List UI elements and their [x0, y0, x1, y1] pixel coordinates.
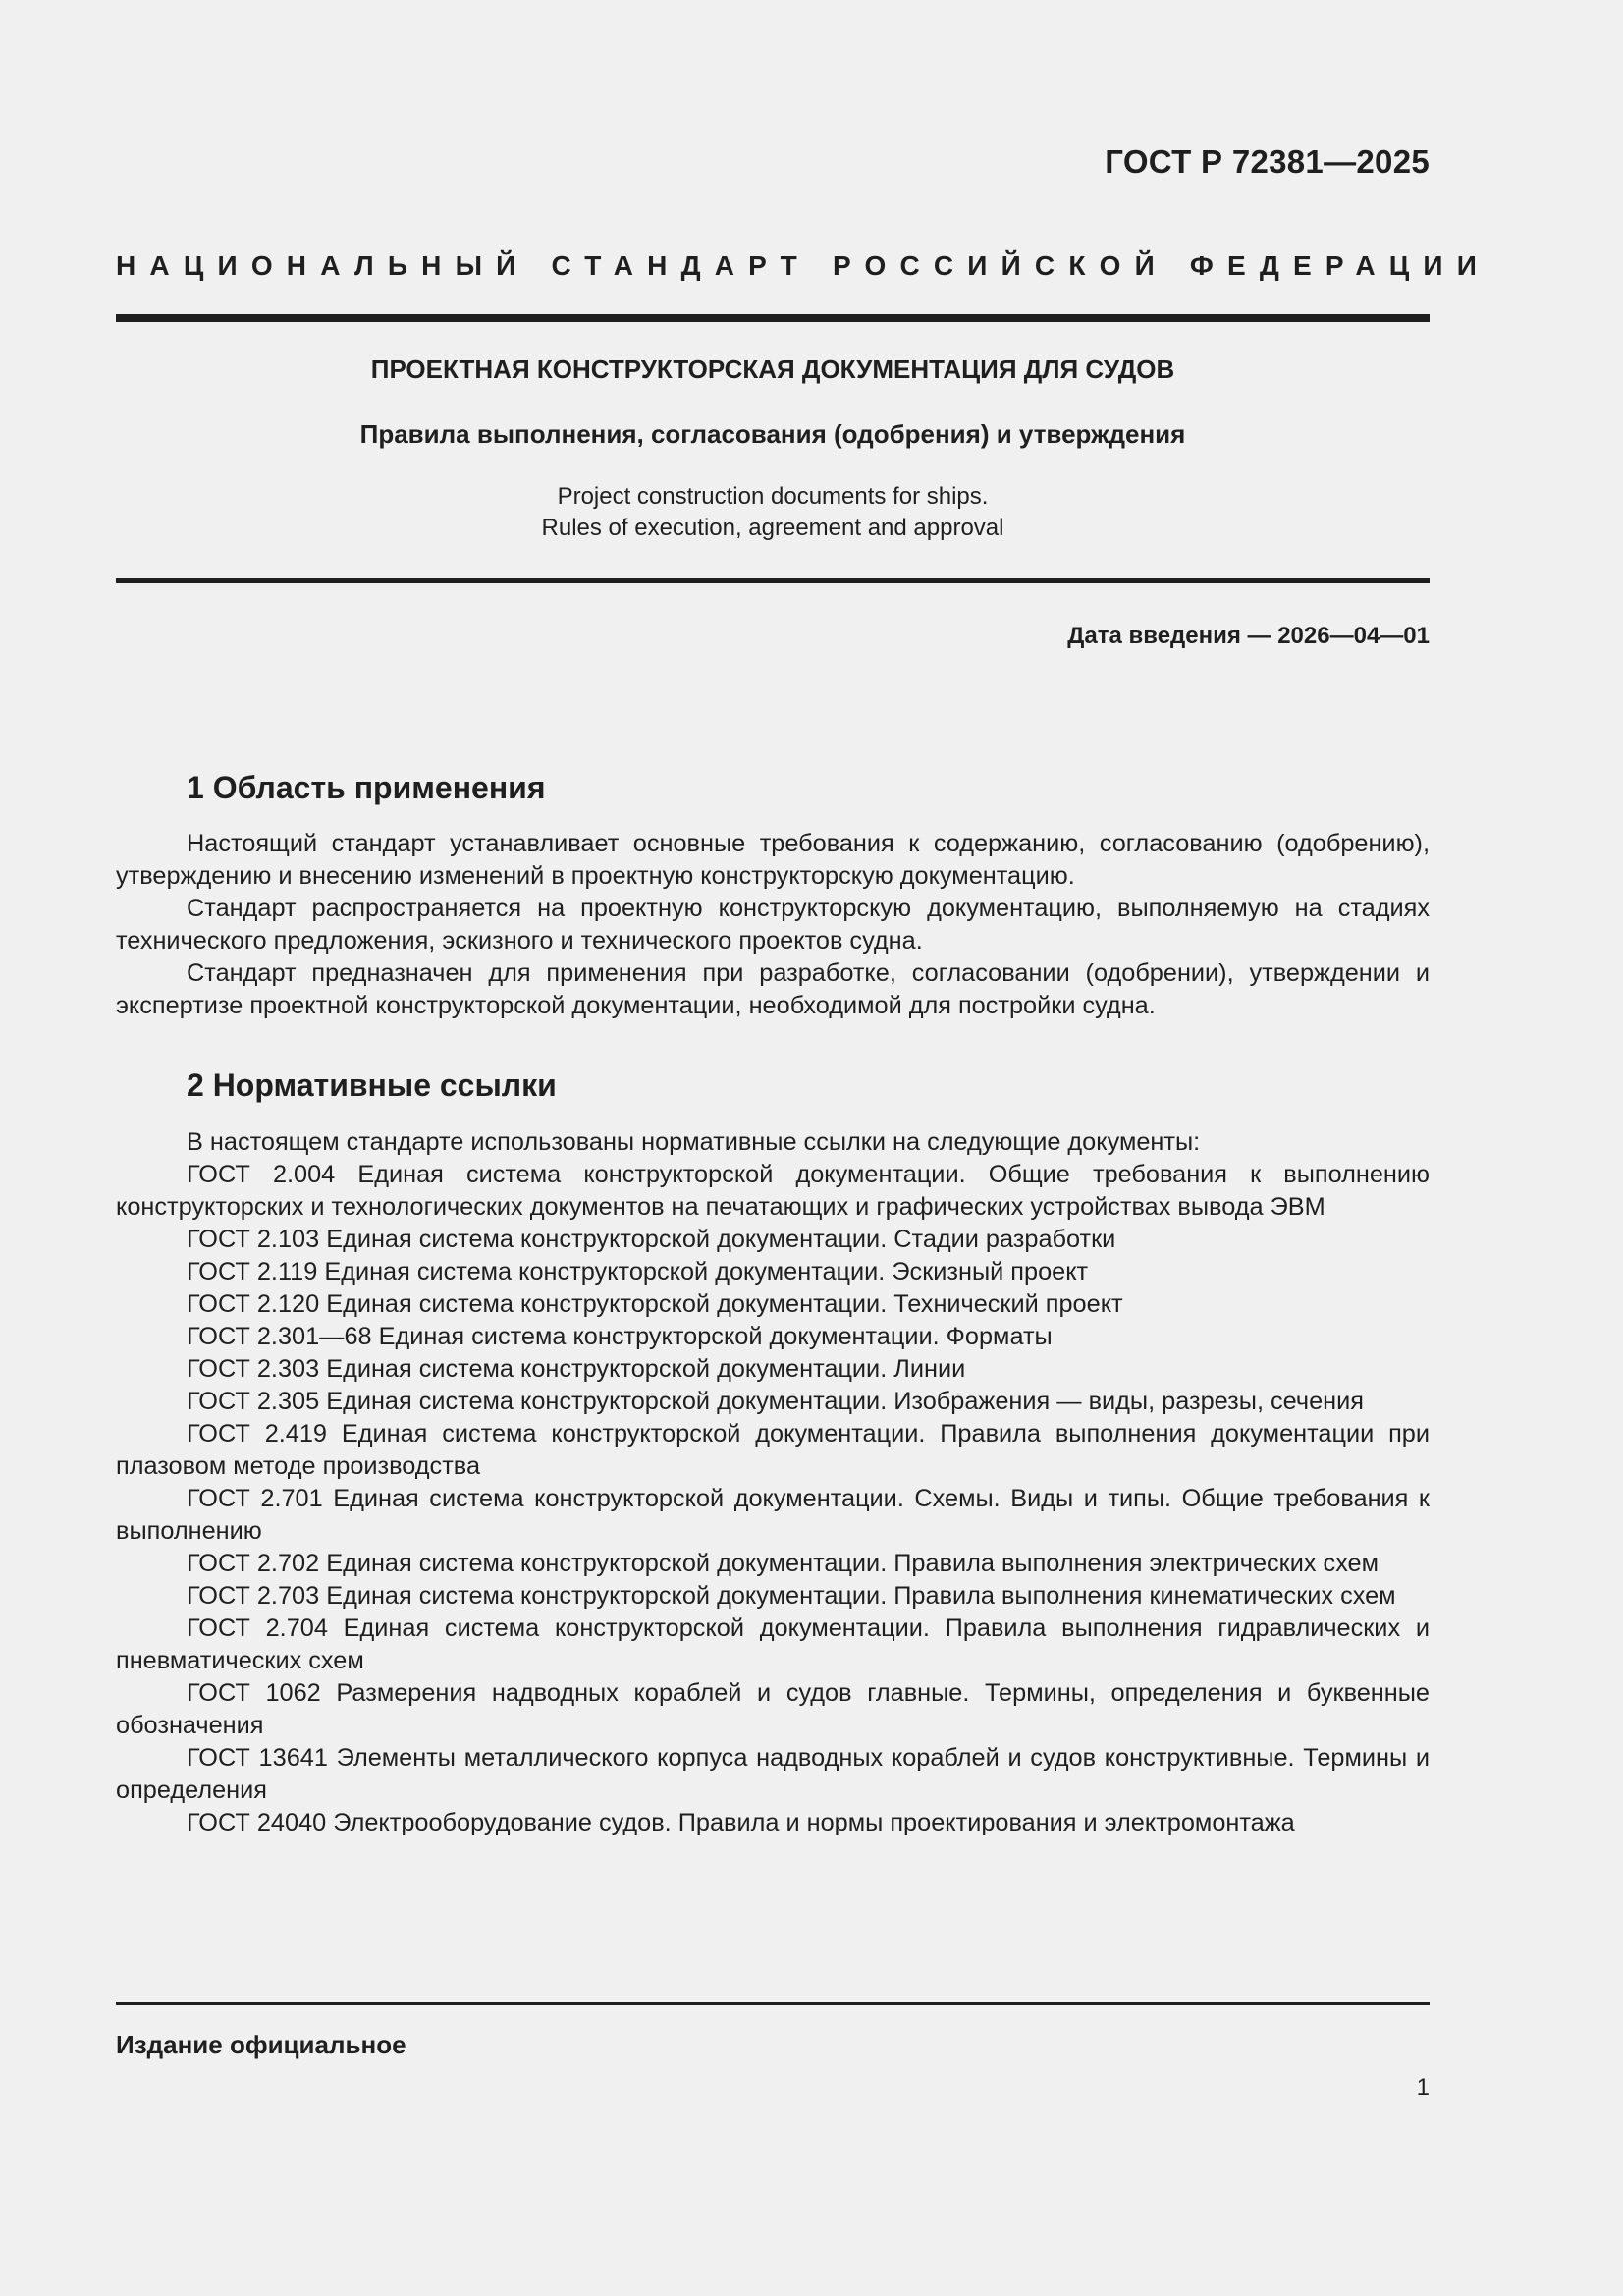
- title-divider: [116, 578, 1430, 583]
- reference-item: ГОСТ 2.704 Единая система конструкторской документации. Правила выполнения гидравлических и пневматических схем: [116, 1614, 1430, 1674]
- reference-item: ГОСТ 2.120 Единая система конструкторской документации. Технический проект: [187, 1290, 1123, 1318]
- english-title-line-2: Rules of execution, agreement and approval: [541, 515, 1004, 541]
- reference-item: ГОСТ 2.702 Единая система конструкторской документации. Правила выполнения электрических схем: [187, 1550, 1380, 1577]
- reference-item: ГОСТ 2.301—68 Единая система конструкторской документации. Форматы: [187, 1323, 1053, 1350]
- section-1-heading: 1 Область применения: [187, 770, 546, 805]
- document-title: ПРОЕКТНАЯ КОНСТРУКТОРСКАЯ ДОКУМЕНТАЦИЯ ДЛЯ СУДОВ: [370, 355, 1175, 384]
- reference-item: ГОСТ 1062 Размерения надводных кораблей и судов главные. Термины, определения и буквенные обозначения: [116, 1679, 1430, 1739]
- paragraph: Стандарт предназначен для применения при разработке, согласовании (одобрении), утверждении и экспертизе проектной конструкторской документации, необходимой для постройки судна.: [116, 959, 1430, 1019]
- reference-item: ГОСТ 2.119 Единая система конструкторской документации. Эскизный проект: [187, 1258, 1089, 1285]
- document-number: ГОСТ Р 72381—2025: [1105, 143, 1430, 180]
- reference-item: ГОСТ 2.004 Единая система конструкторской документации. Общие требования к выполнению конструкторских и технологических документов на печатающих и графических устройствах вывода ЭВМ: [116, 1161, 1430, 1221]
- english-title: [116, 481, 1430, 544]
- english-title-line-1: Project construction documents for ships.: [557, 483, 989, 510]
- header-divider: [116, 314, 1430, 322]
- official-edition-label: Издание официальное: [116, 2030, 406, 2059]
- document-page: [116, 0, 1491, 2296]
- page-number: 1: [1416, 2074, 1430, 2101]
- paragraph: Стандарт распространяется на проектную конструкторскую документацию, выполняемую на стадиях технического предложения, эскизного и технического проектов судна.: [116, 895, 1430, 955]
- references-intro: В настоящем стандарте использованы нормативные ссылки на следующие документы:: [187, 1128, 1201, 1156]
- section-2-heading: 2 Нормативные ссылки: [187, 1067, 557, 1103]
- footer-divider: [116, 2002, 1430, 2005]
- paragraph: Настоящий стандарт устанавливает основные требования к содержанию, согласованию (одобрению), утверждению и внесению изменений в проектную конструкторскую документацию.: [116, 830, 1430, 890]
- reference-item: ГОСТ 13641 Элементы металлического корпуса надводных кораблей и судов конструктивные. Термины и определения: [116, 1744, 1430, 1804]
- reference-item: ГОСТ 2.303 Единая система конструкторской документации. Линии: [187, 1355, 966, 1383]
- reference-item: ГОСТ 2.703 Единая система конструкторской документации. Правила выполнения кинематических схем: [187, 1582, 1396, 1610]
- section-2-body: [116, 1126, 1430, 1839]
- reference-item: ГОСТ 2.701 Единая система конструкторской документации. Схемы. Виды и типы. Общие требования к выполнению: [116, 1485, 1430, 1545]
- introduction-date: Дата введения — 2026—04—01: [1067, 623, 1430, 649]
- reference-item: ГОСТ 2.103 Единая система конструкторской документации. Стадии разработки: [187, 1226, 1116, 1253]
- national-standard-banner: НАЦИОНАЛЬНЫЙ СТАНДАРТ РОССИЙСКОЙ ФЕДЕРАЦИИ: [116, 250, 1491, 281]
- reference-item: ГОСТ 24040 Электрооборудование судов. Правила и нормы проектирования и электромонтажа: [187, 1809, 1295, 1836]
- reference-item: ГОСТ 2.305 Единая система конструкторской документации. Изображения — виды, разрезы, сечения: [187, 1388, 1364, 1415]
- section-1-body: [116, 828, 1430, 1022]
- document-subtitle: Правила выполнения, согласования (одобрения) и утверждения: [359, 419, 1186, 449]
- reference-item: ГОСТ 2.419 Единая система конструкторской документации. Правила выполнения документации при плазовом методе производства: [116, 1420, 1430, 1480]
